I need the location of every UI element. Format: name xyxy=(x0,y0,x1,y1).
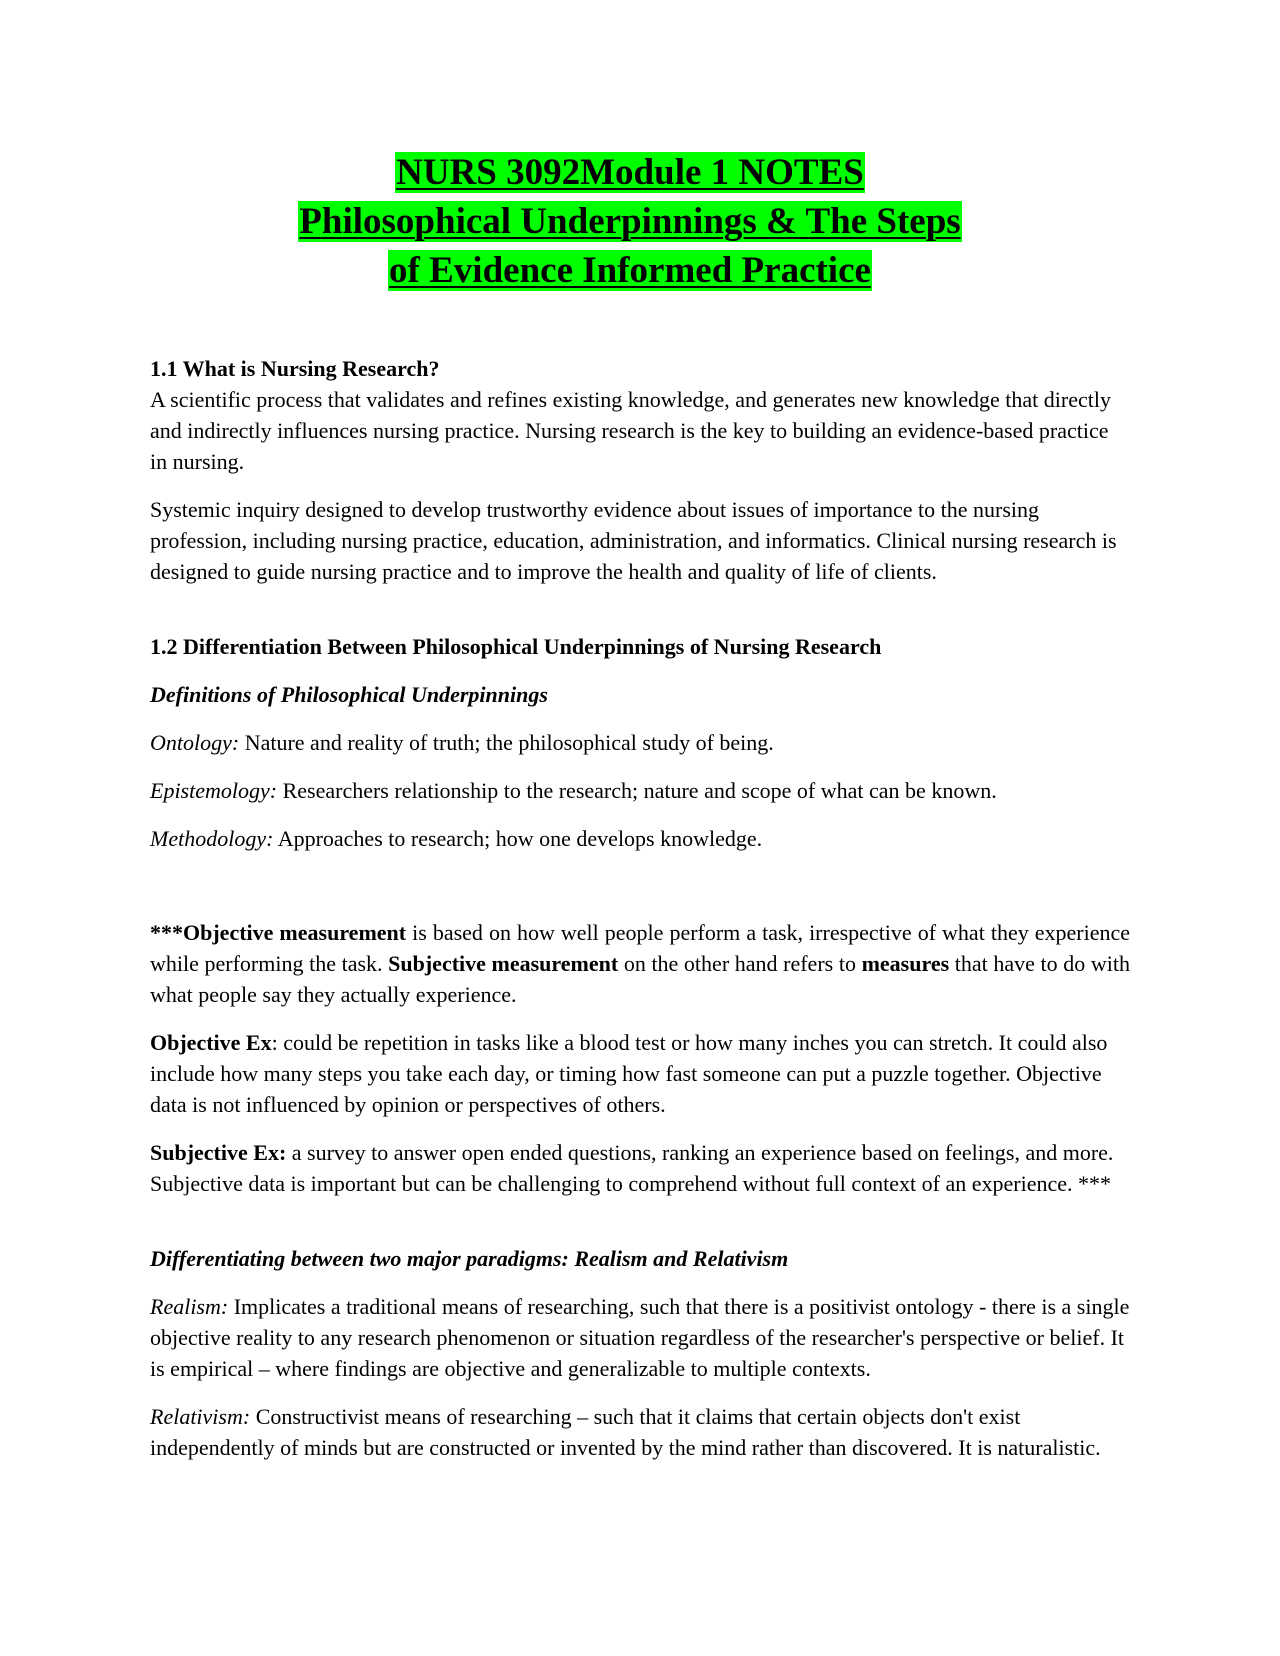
section-1-2-heading: 1.2 Differentiation Between Philosophical Underpinnings of Nursing Research xyxy=(150,634,882,659)
section-1-1-paragraph-2: Systemic inquiry designed to develop trustworthy evidence about issues of importance to the nursing profession, including nursing practice, education, administration, and informatics. Clinical nursing research is designed to guide nursing practice and to improve the health and quality of life of clients. xyxy=(150,497,1117,584)
paradigms-heading: Differentiating between two major paradigms: Realism and Relativism xyxy=(150,1246,789,1271)
methodology-definition xyxy=(150,823,1130,854)
definitions-heading: Definitions of Philosophical Underpinnings xyxy=(150,682,548,707)
objective-measurement-text: is based on how well people perform a task, irrespective of what they experience while performing the task. xyxy=(150,920,1130,976)
subjective-example-text: a survey to answer open ended questions, ranking an experience based on feelings, and more. Subjective data is important but can be challenging to comprehend without full context of an experience. *** xyxy=(150,1140,1114,1196)
ontology-definition xyxy=(150,727,1130,758)
subjective-measurement-term: Subjective measurement xyxy=(388,951,619,976)
measures-text: that have to do with what people say they actually experience. xyxy=(150,951,1130,1007)
measurement-paragraph xyxy=(150,917,1130,1010)
objective-example-term: Objective Ex xyxy=(150,1030,272,1055)
epistemology-term: Epistemology: xyxy=(150,778,278,803)
section-1-2-heading-wrap xyxy=(150,631,1130,662)
epistemology-definition xyxy=(150,775,1130,806)
methodology-term: Methodology: xyxy=(150,826,274,851)
methodology-text: Approaches to research; how one develops knowledge. xyxy=(273,826,763,851)
objective-example-text: : could be repetition in tasks like a blood test or how many inches you can stretch. It could also include how many steps you take each day, or timing how fast someone can put a puzzle together. Objective data is not influenced by opinion or perspectives of others. xyxy=(150,1030,1108,1117)
ontology-text: Nature and reality of truth; the philosophical study of being. xyxy=(239,730,774,755)
section-1-1-paragraph-1: A scientific process that validates and refines existing knowledge, and generates new knowledge that directly and indirectly influences nursing practice. Nursing research is the key to building an evidence-based practice in nursing. xyxy=(150,387,1111,474)
measures-term: measures xyxy=(861,951,950,976)
section-1-1-heading: 1.1 What is Nursing Research? xyxy=(150,356,440,381)
measurement-prefix: *** xyxy=(150,920,183,945)
title-line-1: NURS 3092Module 1 NOTES xyxy=(396,152,864,193)
realism-term: Realism: xyxy=(150,1294,229,1319)
document-title xyxy=(140,148,1120,295)
objective-measurement-term: Objective measurement xyxy=(183,920,407,945)
subjective-example-term: Subjective Ex: xyxy=(150,1140,287,1165)
subjective-example xyxy=(150,1137,1130,1199)
title-line-2: Philosophical Underpinnings & The Steps xyxy=(299,201,961,242)
realism-text: Implicates a traditional means of researching, such that there is a positivist ontology - there is a single objective reality to any research phenomenon or situation regardless of the researcher's perspective or belief. It is empirical – where findings are objective and generalizable to multiple contexts. xyxy=(150,1294,1130,1381)
realism-definition xyxy=(150,1291,1130,1384)
paradigms-heading-wrap xyxy=(150,1243,1130,1274)
title-line-3: of Evidence Informed Practice xyxy=(389,250,871,291)
ontology-term: Ontology: xyxy=(150,730,240,755)
relativism-term: Relativism: xyxy=(150,1404,251,1429)
objective-example xyxy=(150,1027,1130,1120)
definitions-heading-wrap xyxy=(150,679,1130,710)
relativism-text: Constructivist means of researching – such that it claims that certain objects don't exist independently of minds but are constructed or invented by the mind rather than discovered. It is naturalistic. xyxy=(150,1404,1101,1460)
relativism-definition xyxy=(150,1401,1130,1463)
epistemology-text: Researchers relationship to the research; nature and scope of what can be known. xyxy=(277,778,997,803)
subjective-measurement-text: on the other hand refers to xyxy=(618,951,862,976)
document-page xyxy=(150,148,1130,1480)
